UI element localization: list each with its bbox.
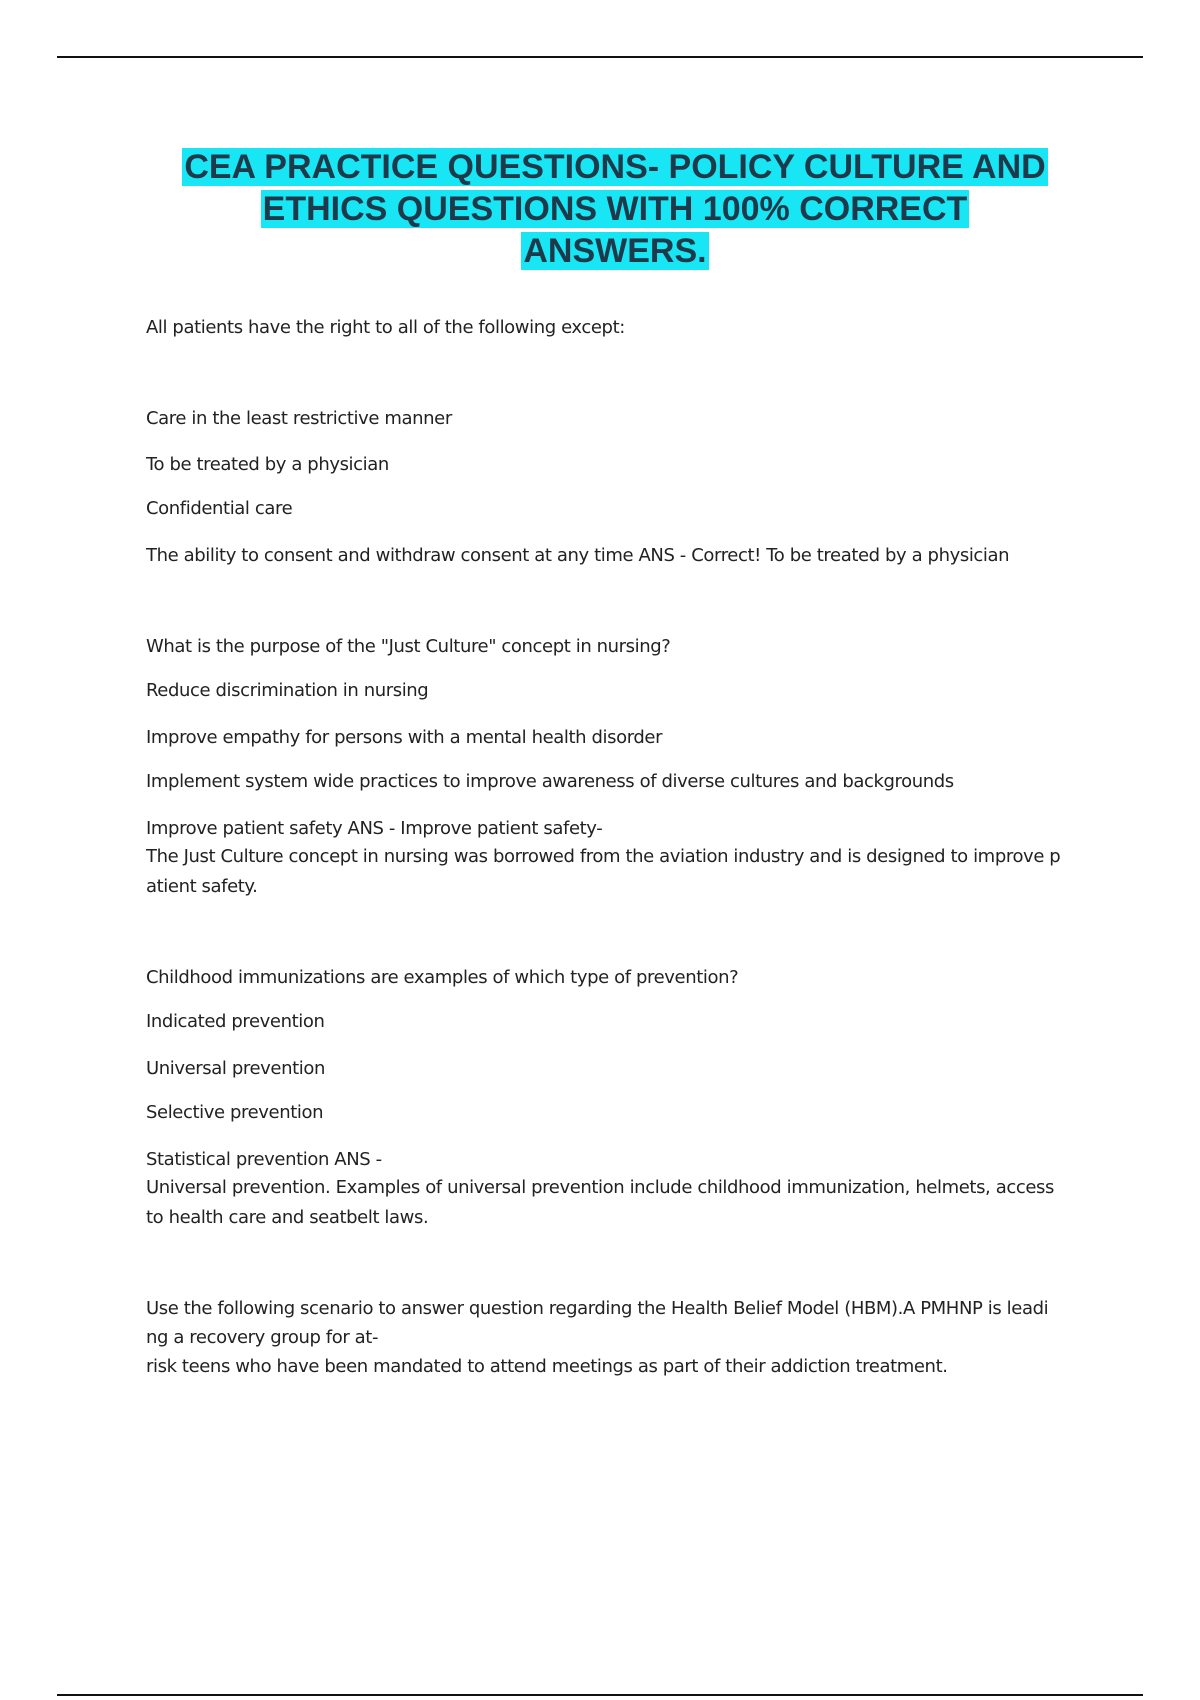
question-3-option-2: Universal prevention [146, 1058, 325, 1079]
question-2-option-4-answer: Improve patient safety ANS - Improve patient safety- [146, 818, 603, 839]
question-4-prompt-line-1: Use the following scenario to answer question regarding the Health Belief Model (HBM).A PMHNP is leadi [146, 1298, 1049, 1319]
question-3-explanation-line-2: to health care and seatbelt laws. [146, 1207, 429, 1228]
question-1-option-3: Confidential care [146, 498, 293, 519]
question-3-explanation-line-1: Universal prevention. Examples of universal prevention include childhood immunization, helmets, access [146, 1177, 1054, 1198]
question-2-option-1: Reduce discrimination in nursing [146, 680, 429, 701]
question-2-option-2: Improve empathy for persons with a mental health disorder [146, 727, 663, 748]
question-2-prompt: What is the purpose of the "Just Culture" concept in nursing? [146, 636, 671, 657]
footer-rule [57, 1694, 1143, 1696]
question-1-option-1: Care in the least restrictive manner [146, 408, 452, 429]
question-1-option-4-answer: The ability to consent and withdraw consent at any time ANS - Correct! To be treated by a physician [146, 545, 1010, 566]
question-1-option-2: To be treated by a physician [146, 454, 389, 475]
question-1-prompt: All patients have the right to all of the following except: [146, 317, 625, 338]
title-line-3: ANSWERS. [523, 232, 707, 270]
document-title [140, 146, 1090, 272]
header-rule [57, 56, 1143, 58]
question-2-explanation-line-1: The Just Culture concept in nursing was borrowed from the aviation industry and is designed to improve p [146, 846, 1061, 867]
question-3-option-4-answer: Statistical prevention ANS - [146, 1149, 382, 1170]
title-line-2: ETHICS QUESTIONS WITH 100% CORRECT [262, 190, 968, 228]
question-3-option-1: Indicated prevention [146, 1011, 325, 1032]
question-3-option-3: Selective prevention [146, 1102, 324, 1123]
title-line-1: CEA PRACTICE QUESTIONS- POLICY CULTURE AND [184, 148, 1046, 186]
question-4-prompt-line-3: risk teens who have been mandated to attend meetings as part of their addiction treatment. [146, 1356, 948, 1377]
question-3-prompt: Childhood immunizations are examples of which type of prevention? [146, 967, 739, 988]
question-4-prompt-line-2: ng a recovery group for at- [146, 1327, 379, 1348]
question-2-explanation-line-2: atient safety. [146, 876, 258, 897]
question-2-option-3: Implement system wide practices to improve awareness of diverse cultures and backgrounds [146, 771, 954, 792]
